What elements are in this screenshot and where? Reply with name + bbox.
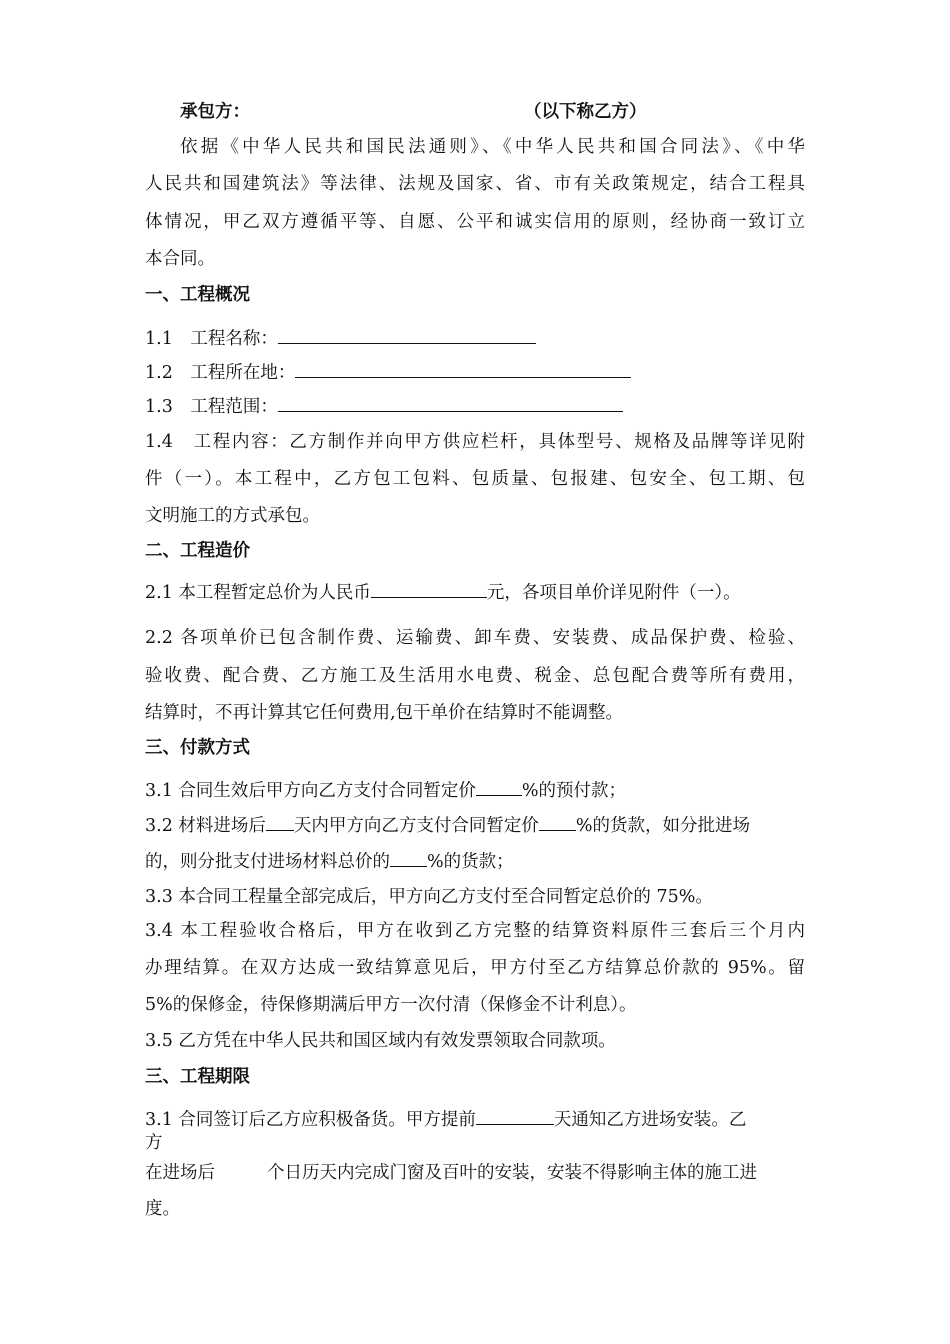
- invoice-line: 3.5 乙方凭在中华人民共和国区域内有效发票领取合同款项。: [145, 1031, 616, 1051]
- material-payment-c: %的货款，如分批进场: [575, 816, 751, 836]
- section-4-title: 三、工程期限: [145, 1067, 250, 1087]
- schedule-line2-suffix: 个日历天内完成门窗及百叶的安装，安装不得影响主体的施工进: [267, 1163, 757, 1183]
- settlement-line-2: 办理结算。在双方达成一致结算意见后，甲方付至乙方结算总价款的 95%。留: [145, 958, 805, 978]
- batch-payment-suffix: %的货款；: [427, 852, 514, 872]
- unit-price-line-1: 2.2 各项单价已包含制作费、运输费、卸车费、安装费、成品保护费、检验、: [145, 628, 805, 648]
- settlement-line-1: 3.4 本工程验收合格后，甲方在收到乙方完整的结算资料原件三套后三个月内: [145, 921, 805, 941]
- schedule-row-1: [145, 1108, 815, 1132]
- section-1-title: 一、工程概况: [145, 285, 250, 305]
- project-name-row: [145, 327, 815, 351]
- material-payment-row: [145, 814, 815, 838]
- batch-payment-row: [145, 850, 815, 874]
- project-content-line-2: 件（一）。本工程中，乙方包工包料、包质量、包报建、包安全、包工期、包: [145, 469, 805, 489]
- project-content-line-1: 1.4 工程内容：乙方制作并向甲方供应栏杆，具体型号、规格及品牌等详见附: [145, 432, 805, 452]
- settlement-line-3: 5%的保修金，待保修期满后甲方一次付清（保修金不计利息）。: [145, 995, 637, 1015]
- advance-payment-suffix: %的预付款；: [521, 781, 627, 801]
- total-price-suffix: 元，各项目单价详见附件（一）。: [486, 583, 741, 603]
- batch-percent-blank[interactable]: [390, 850, 427, 867]
- preamble-line-4: 本合同。: [145, 249, 215, 269]
- notice-days-blank[interactable]: [476, 1108, 554, 1125]
- unit-price-line-2: 验收费、配合费、乙方施工及生活用水电费、税金、总包配合费等所有费用，: [145, 666, 805, 686]
- preamble-line-3: 体情况，甲乙双方遵循平等、自愿、公平和诚实信用的原则，经协商一致订立: [145, 212, 805, 232]
- project-name-label: 1.1 工程名称：: [145, 329, 278, 349]
- project-name-blank[interactable]: [278, 327, 536, 344]
- project-location-label: 1.2 工程所在地：: [145, 363, 296, 383]
- advance-percent-blank[interactable]: [476, 779, 522, 796]
- project-scope-row: [145, 395, 815, 419]
- contractor-label: 承包方：: [180, 102, 250, 122]
- material-payment-b: 天内甲方向乙方支付合同暂定价: [293, 816, 539, 836]
- advance-payment-prefix: 3.1 合同生效后甲方向乙方支付合同暂定价: [145, 781, 476, 801]
- schedule-line2-prefix: 在进场后: [145, 1163, 215, 1183]
- schedule-row-2: [145, 1161, 815, 1185]
- material-percent-blank[interactable]: [539, 814, 576, 831]
- schedule-line-3: 度。: [145, 1199, 180, 1219]
- project-scope-label: 1.3 工程范围：: [145, 397, 278, 417]
- schedule-suffix: 天通知乙方进场安装。乙: [553, 1110, 747, 1130]
- material-days-blank[interactable]: [266, 814, 294, 831]
- advance-payment-row: [145, 779, 815, 803]
- project-scope-blank[interactable]: [278, 395, 623, 412]
- total-price-prefix: 2.1 本工程暂定总价为人民币: [145, 583, 371, 603]
- schedule-wrap: 方: [145, 1133, 163, 1153]
- total-price-blank[interactable]: [371, 581, 487, 598]
- project-location-blank[interactable]: [295, 361, 631, 378]
- batch-payment-prefix: 的，则分批支付进场材料总价的: [145, 852, 390, 872]
- project-content-line-3: 文明施工的方式承包。: [145, 506, 320, 526]
- completion-payment-line: 3.3 本合同工程量全部完成后，甲方向乙方支付至合同暂定总价的 75%。: [145, 887, 713, 907]
- section-2-title: 二、工程造价: [145, 541, 250, 561]
- section-3-title: 三、付款方式: [145, 738, 250, 758]
- unit-price-line-3: 结算时，不再计算其它任何费用,包干单价在结算时不能调整。: [145, 703, 624, 723]
- preamble-line-1: 依据《中华人民共和国民法通则》、《中华人民共和国合同法》、《中华: [180, 137, 805, 157]
- total-price-row: [145, 581, 815, 605]
- project-location-row: [145, 361, 815, 385]
- contractor-alias: （以下称乙方）: [524, 102, 647, 122]
- material-payment-a: 3.2 材料进场后: [145, 816, 266, 836]
- schedule-prefix: 3.1 合同签订后乙方应积极备货。甲方提前: [145, 1110, 476, 1130]
- preamble-line-2: 人民共和国建筑法》等法律、法规及国家、省、市有关政策规定，结合工程具: [145, 174, 805, 194]
